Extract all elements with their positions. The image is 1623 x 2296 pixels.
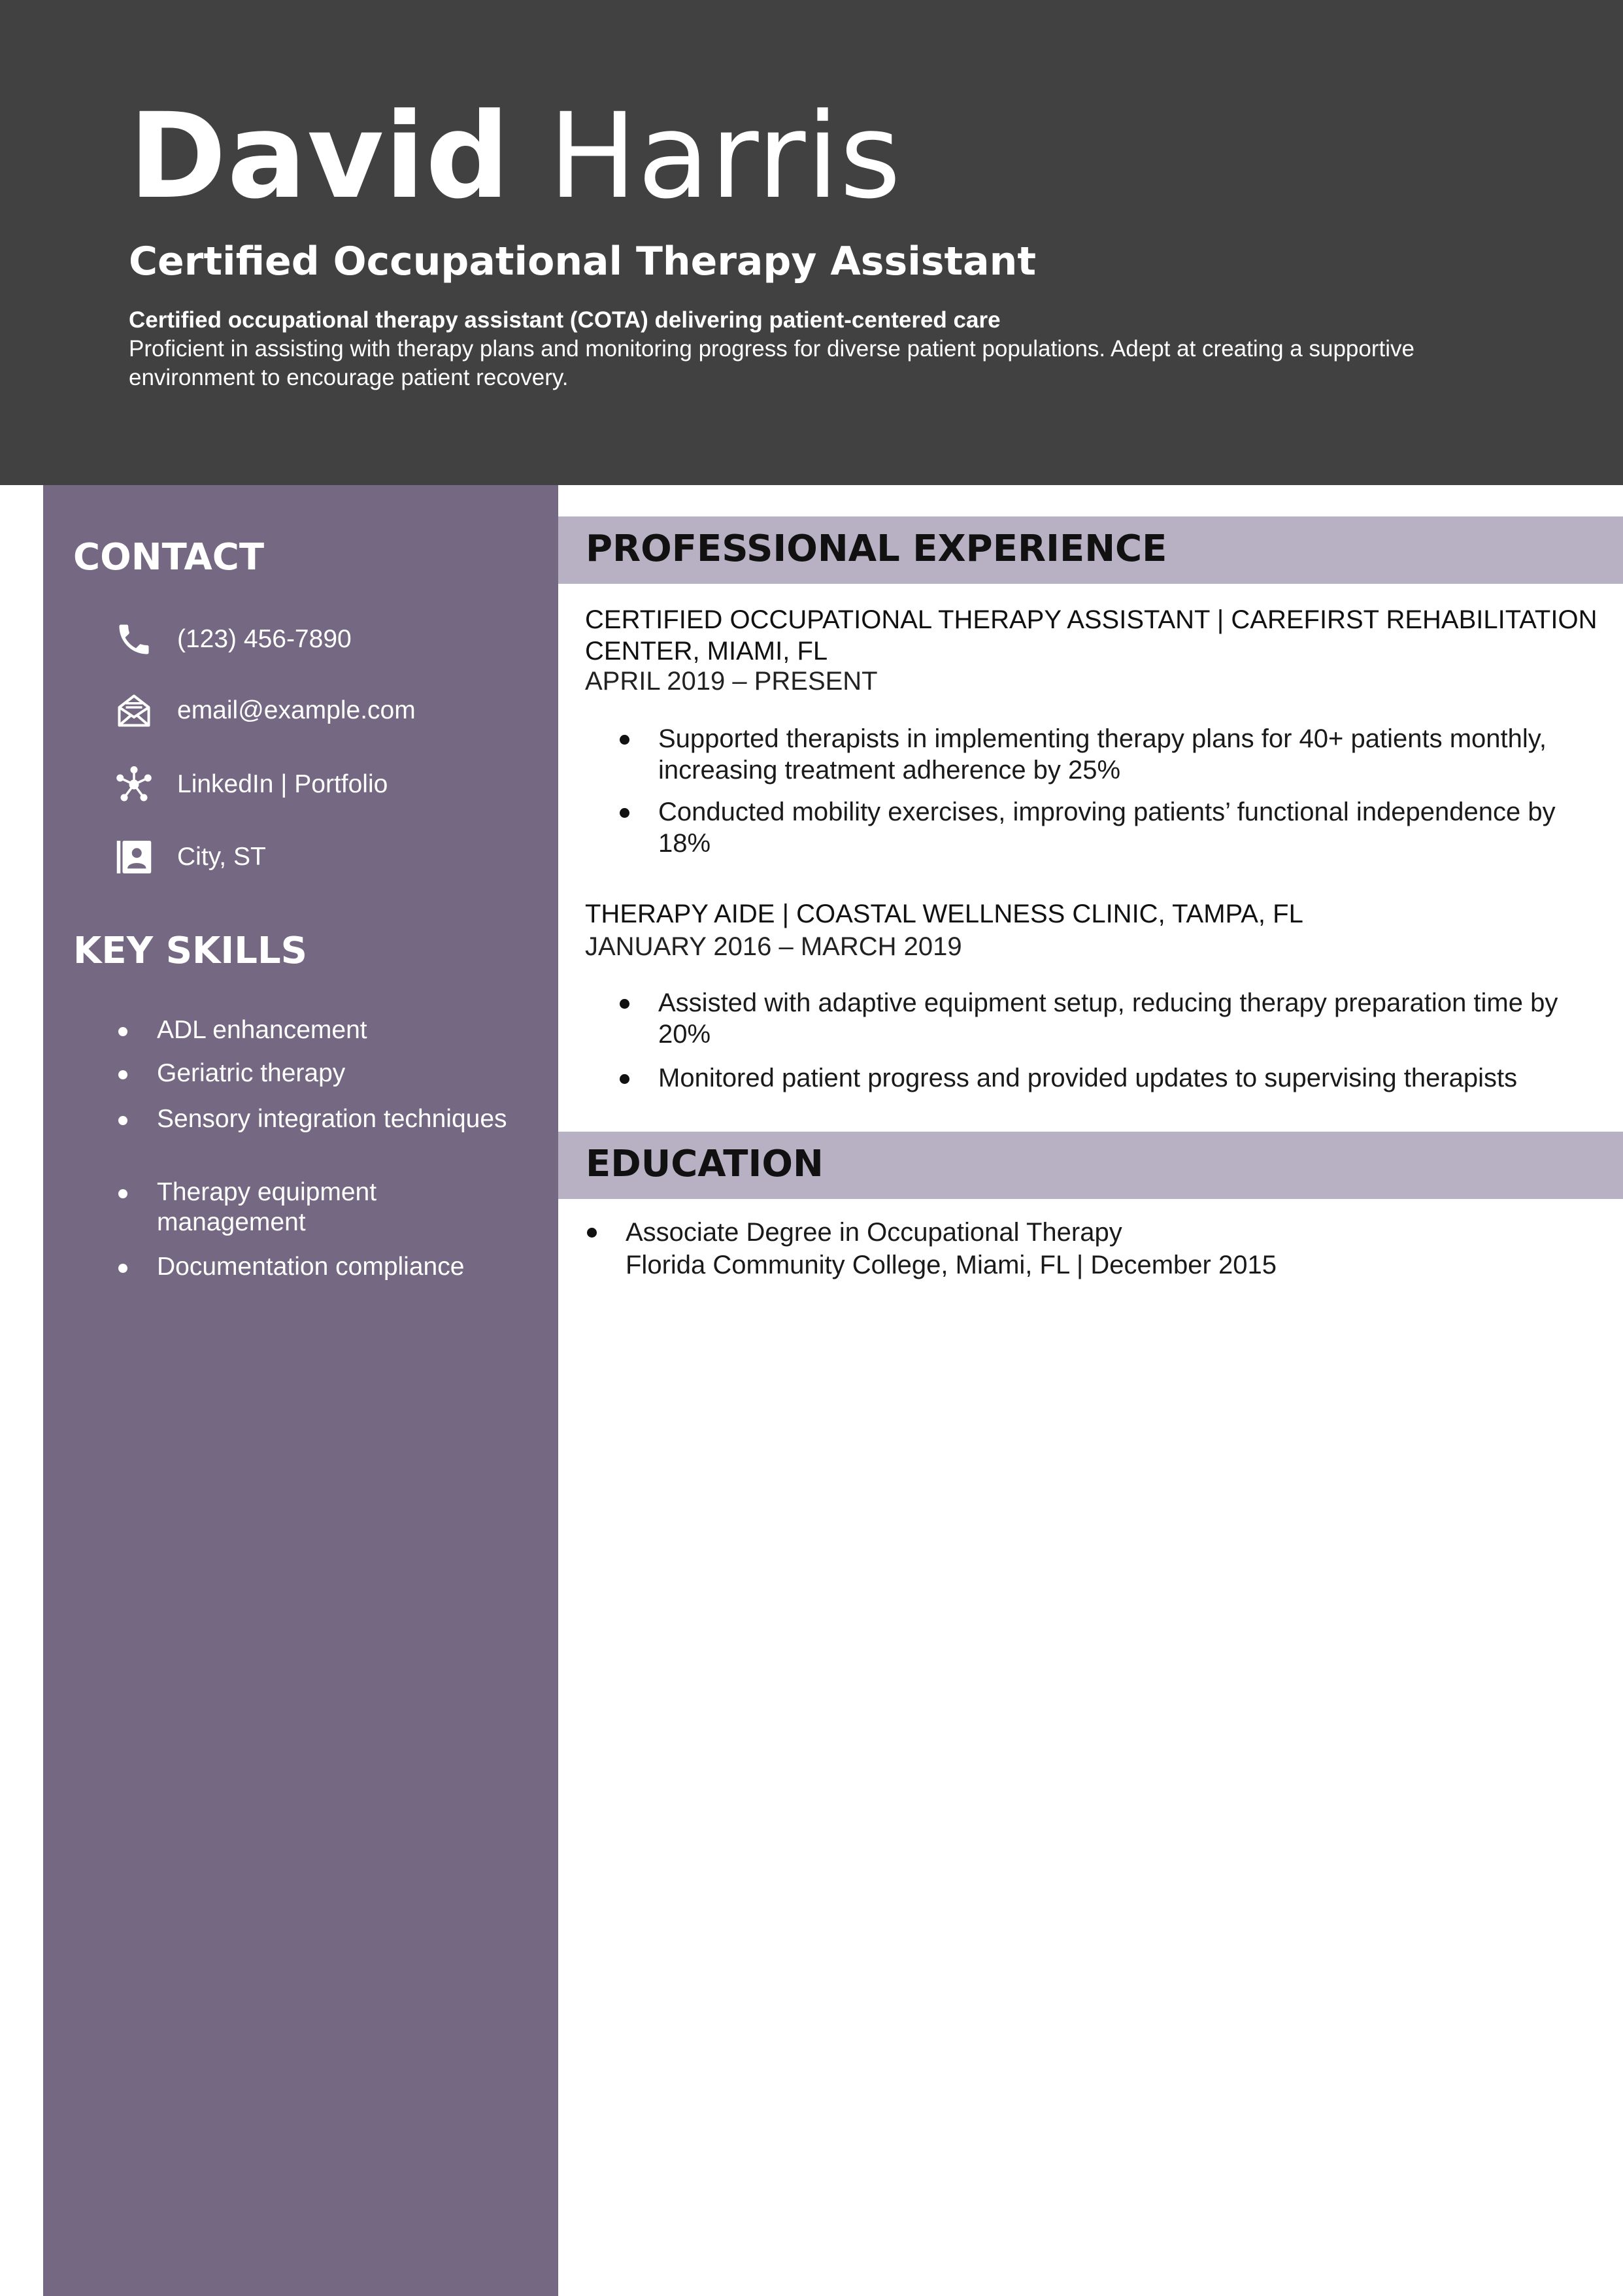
skills-heading: KEY SKILLS [73, 930, 307, 972]
linkedin-portfolio: LinkedIn | Portfolio [177, 770, 388, 798]
school-line: Florida Community College, Miami, FL | December 2015 [626, 1251, 1277, 1279]
bullet-dot [620, 1074, 629, 1084]
job-title-line: THERAPY AIDE | COASTAL WELLNESS CLINIC, TAMPA, FL [585, 900, 1303, 928]
contact-email [114, 687, 533, 733]
bullet-dot [118, 1116, 127, 1125]
education-section-band [558, 1132, 1623, 1199]
contact-location [114, 834, 533, 879]
phone-icon [114, 620, 154, 659]
first-name: David [129, 88, 510, 225]
bullet-dot [118, 1264, 127, 1273]
network-icon [114, 765, 154, 804]
experience-section-band [558, 516, 1623, 584]
education-heading: EDUCATION [586, 1143, 824, 1185]
contact-heading: CONTACT [73, 536, 265, 579]
job-dates: JANUARY 2016 – MARCH 2019 [585, 932, 962, 961]
job-title: Certified Occupational Therapy Assistant [129, 239, 1037, 284]
bullet-dot [118, 1027, 127, 1036]
bullet-dot [620, 808, 629, 818]
candidate-name [129, 88, 902, 225]
header-banner [0, 0, 1623, 485]
degree: Associate Degree in Occupational Therapy [626, 1218, 1122, 1247]
bullet-dot [118, 1070, 127, 1079]
phone-number: (123) 456-7890 [177, 625, 352, 653]
contact-links [114, 761, 533, 807]
experience-heading: PROFESSIONAL EXPERIENCE [586, 528, 1167, 570]
email-address: email@example.com [177, 696, 416, 724]
contact-phone [114, 616, 533, 662]
bullet-dot [620, 999, 629, 1009]
sidebar [43, 485, 558, 2296]
last-name: Harris [548, 88, 902, 225]
bullet-dot [620, 735, 629, 745]
profile-tagline: Certified occupational therapy assistant (COTA) delivering patient-centered care [129, 307, 1001, 333]
bullet-dot [587, 1228, 597, 1238]
email-icon [114, 691, 154, 730]
bullet-dot [118, 1189, 127, 1198]
job-title-line: CERTIFIED OCCUPATIONAL THERAPY ASSISTANT | CAREFIRST REHABILITATION CENTER, MIAMI, FL [585, 605, 1598, 666]
city-state: City, ST [177, 843, 266, 871]
contact-card-icon [114, 837, 154, 877]
profile-summary: Proficient in assisting with therapy plans and monitoring progress for diverse patient populations. Adept at creating a supportive environment to encourage patient recovery. [129, 336, 1414, 390]
job-dates: APRIL 2019 – PRESENT [585, 667, 878, 696]
